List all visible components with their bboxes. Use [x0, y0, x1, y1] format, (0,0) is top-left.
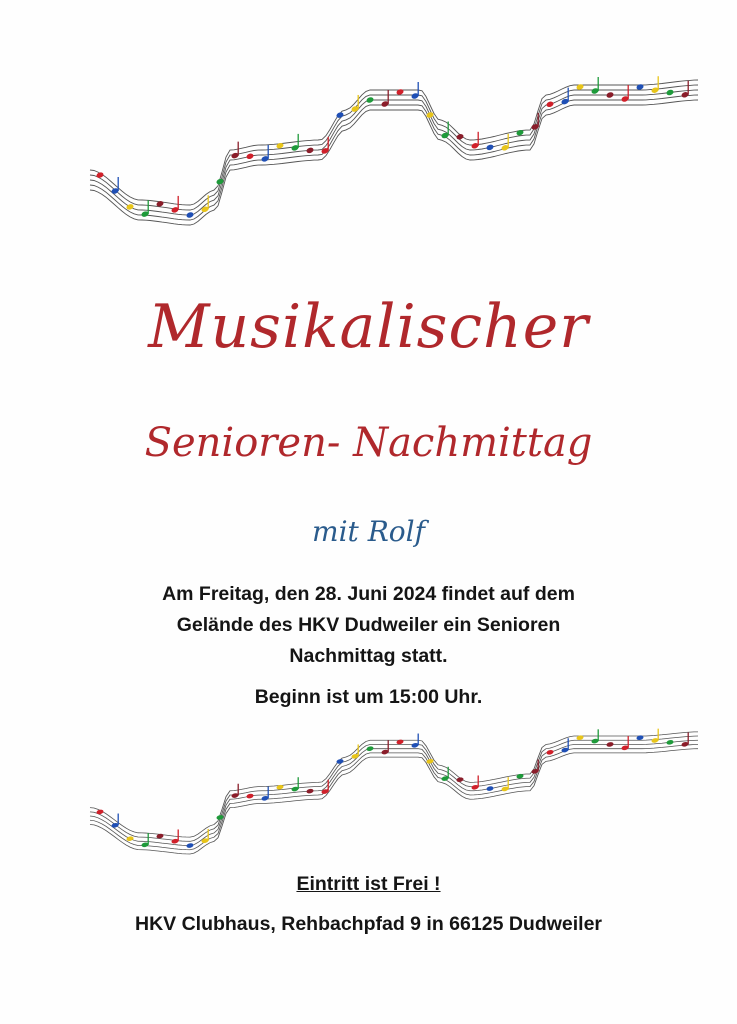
music-note-icon [291, 134, 300, 152]
music-note-icon [561, 88, 570, 106]
music-note-icon [171, 196, 180, 214]
music-note-icon [486, 144, 495, 151]
staff-line [90, 100, 698, 225]
music-note-icon [231, 142, 240, 160]
music-note-icon [546, 749, 555, 755]
date-line-2: Gelände des HKV Dudweiler ein Senioren [176, 614, 561, 636]
music-note-icon [426, 111, 435, 118]
music-note-icon [246, 793, 255, 799]
staff-line [90, 90, 698, 215]
music-note-icon [501, 134, 510, 152]
music-note-icon [111, 814, 120, 829]
admission-free: Eintritt ist Frei ! [296, 873, 441, 895]
bottom-music-staff-band [0, 715, 737, 875]
music-note-icon [291, 777, 300, 792]
music-note-icon [231, 784, 240, 799]
music-note-icon [186, 842, 195, 848]
staff-line [90, 740, 698, 845]
staff-line [90, 95, 698, 220]
music-note-icon [456, 133, 465, 140]
start-time: Beginn ist um 15:00 Uhr. [254, 686, 483, 708]
music-note-icon [546, 101, 555, 108]
date-line-3: Nachmittag statt. [289, 645, 448, 667]
music-note-icon [471, 132, 480, 150]
music-note-icon [246, 153, 255, 160]
music-note-icon [456, 777, 465, 783]
staff-line [90, 85, 698, 210]
music-note-icon [606, 91, 615, 98]
staff-line [90, 744, 698, 849]
staff-line [90, 736, 698, 841]
music-note-icon [591, 77, 600, 95]
music-note-icon [501, 777, 510, 792]
music-note-icon [411, 82, 420, 100]
music-note-icon [651, 76, 660, 94]
music-note-icon [186, 211, 195, 218]
music-note-icon [96, 809, 105, 815]
music-note-icon [411, 734, 420, 749]
music-note-icon [426, 758, 435, 764]
staff-line [90, 80, 698, 205]
music-note-icon [366, 96, 375, 103]
staff-line [90, 732, 698, 837]
music-note-icon [651, 729, 660, 744]
music-note-icon [591, 729, 600, 744]
music-staff-notes-icon [0, 715, 737, 875]
music-note-icon [486, 786, 495, 792]
music-note-icon [306, 147, 315, 154]
music-note-icon [606, 741, 615, 747]
music-note-icon [111, 177, 120, 195]
music-note-icon [666, 739, 675, 745]
title-musikalischer: Musikalischer [148, 292, 589, 362]
music-staff-notes-icon [0, 60, 737, 250]
top-music-staff-band [0, 60, 737, 250]
venue-address: HKV Clubhaus, Rehbachpfad 9 in 66125 Dudweiler [134, 913, 603, 935]
music-note-icon [471, 775, 480, 790]
music-note-icon [561, 738, 570, 753]
music-note-icon [306, 788, 315, 794]
music-note-icon [666, 89, 675, 96]
staff-line [90, 749, 698, 854]
music-note-icon [366, 746, 375, 752]
subtitle-mit-rolf: mit Rolf [312, 515, 425, 548]
date-line-1: Am Freitag, den 28. Juni 2024 findet auf dem [162, 583, 575, 605]
music-note-icon [171, 829, 180, 844]
music-note-icon [96, 171, 105, 178]
title-senioren-nachmittag: Senioren- Nachmittag [144, 420, 593, 466]
